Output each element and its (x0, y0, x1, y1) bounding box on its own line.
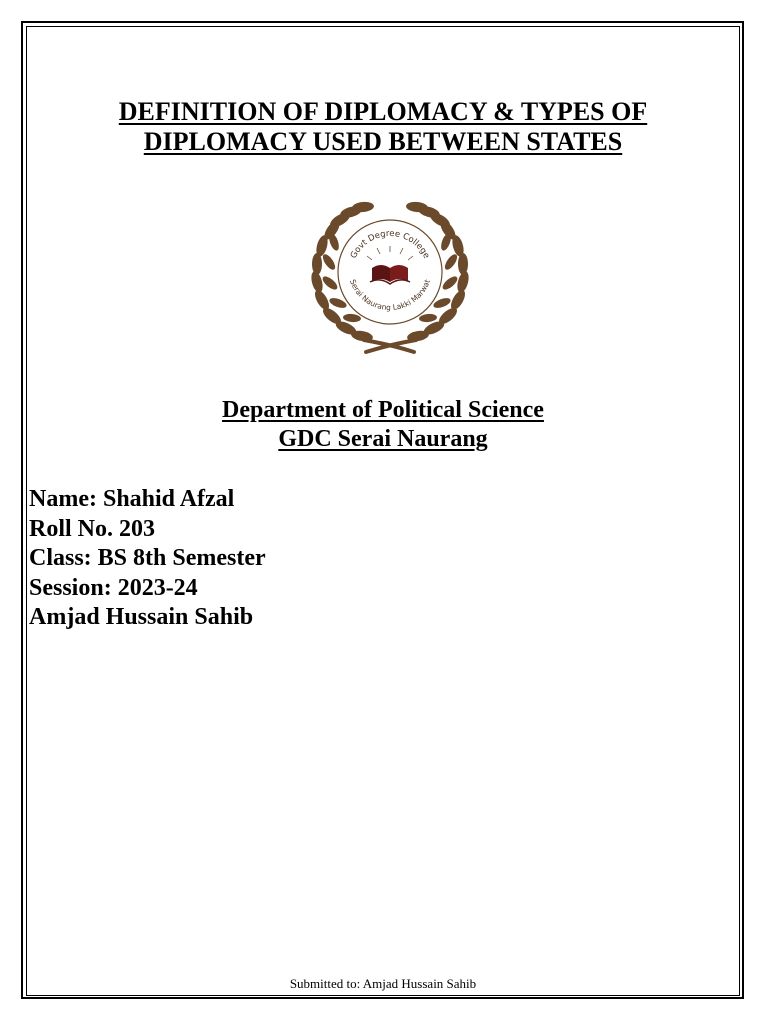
wreath-stems (364, 340, 416, 352)
document-title (26, 97, 740, 157)
department-block (26, 396, 740, 454)
college-seal-logo (302, 190, 478, 355)
class-info: Class: BS 8th Semester (29, 545, 266, 571)
seal-bottom-text: Serai Naurang Lakki Marwat (348, 278, 432, 313)
roll-number: Roll No. 203 (29, 515, 155, 542)
department-name: Department of Political Science (222, 397, 544, 423)
session-info: Session: 2023-24 (29, 574, 198, 601)
title-line-2: DIPLOMACY USED BETWEEN STATES (143, 127, 623, 156)
college-name: GDC Serai Naurang (278, 426, 488, 452)
student-details (29, 485, 266, 633)
submitted-to-footer: Submitted to: Amjad Hussain Sahib (289, 976, 477, 991)
supervisor-name: Amjad Hussain Sahib (29, 604, 254, 630)
student-name: Name: Shahid Afzal (29, 486, 235, 512)
seal-top-text: Govt Degree College (348, 228, 432, 261)
title-line-1: DEFINITION OF DIPLOMACY & TYPES OF (118, 97, 648, 126)
